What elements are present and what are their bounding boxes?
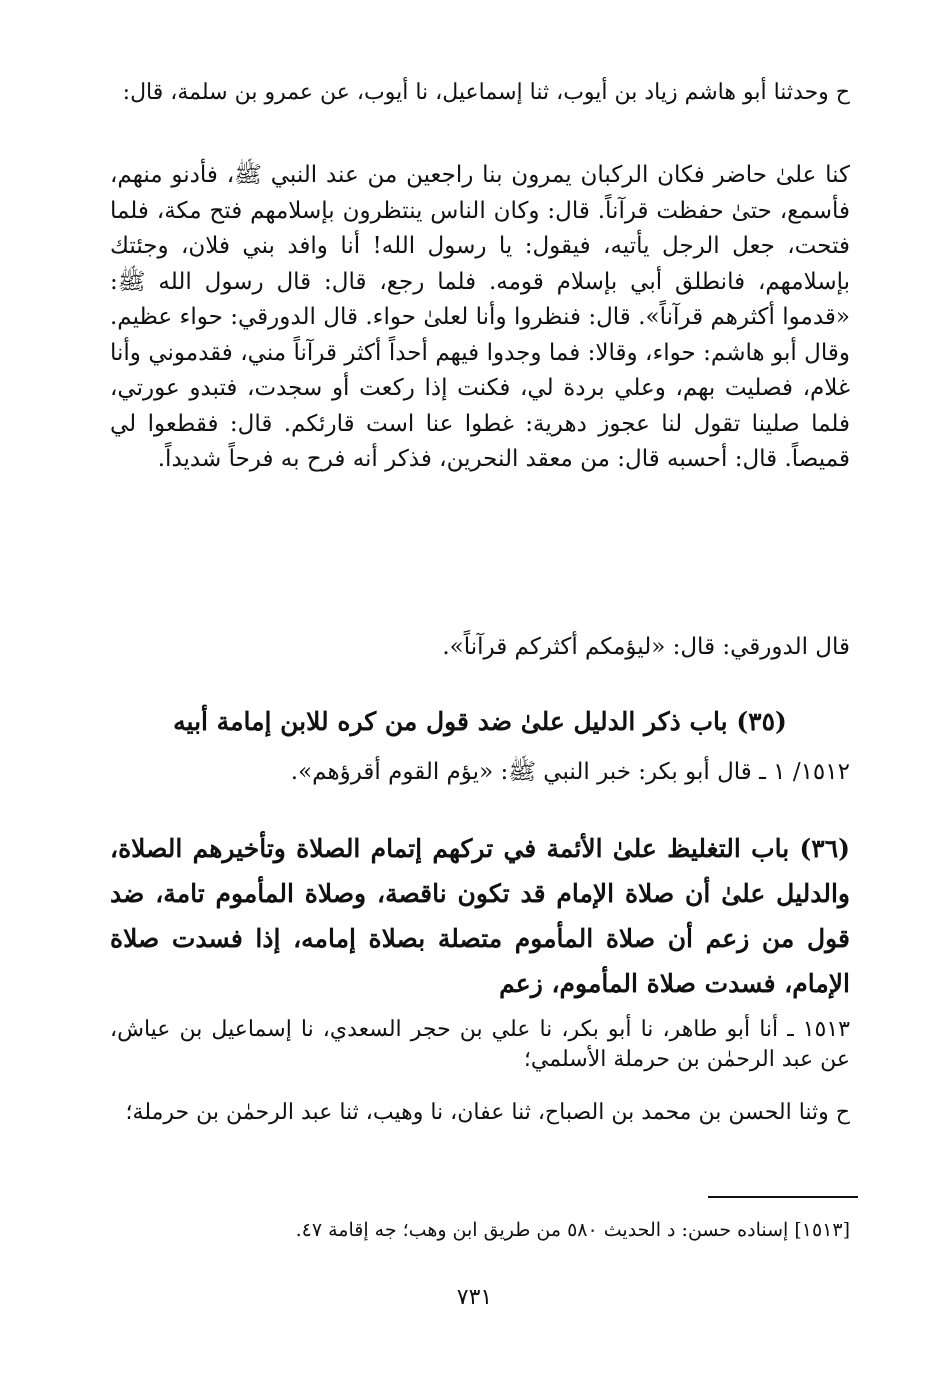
- hadith-text-paragraph: كنا علىٰ حاضر فكان الركبان يمرون بنا راجعين من عند النبي ﷺ، فأدنو منهم، فأسمع، حتىٰ حفظت قرآناً. قال: وكان الناس ينتظرون بإسلامهم فتح مكة، فلما فتحت، جعل الرجل يأتيه، فيقول: يا رسول الله! أنا وافد بني فلان، وجئتك بإسلامهم، فانطلق أبي بإسلام قومه. فلما رجع، قال: قال رسول الله ﷺ: «قدموا أكثرهم قرآناً». قال: فنظروا وأنا لعلىٰ حواء. قال الدورقي: حواء عظيم. وقال أبو هاشم: حواء، وقالا: فما وجدوا فيهم أحداً أكثر قرآناً مني، فقدموني وأنا غلام، فصليت بهم، وعلي بردة لي، فكنت إذا ركعت أو سجدت، فتبدو عورتي، فلما صلينا تقول لنا عجوز دهرية: غطوا عنا است قارئكم. قال: فقطعوا لي قميصاً. قال: أحسبه قال: من معقد النحرين، فذكر أنه فرح به فرحاً شديداً.: [110, 162, 850, 472]
- hadith-1512-paragraph: ١٥١٢/ ١ ـ قال أبو بكر: خبر النبي ﷺ: «يؤم القوم أقرؤهم».: [290, 759, 850, 785]
- isnad-paragraph-2: ح وثنا الحسن بن محمد بن الصباح، ثنا عفان، نا وهيب، ثنا عبد الرحمٰن بن حرملة؛: [125, 1100, 850, 1125]
- chapter-heading-36: (٣٦) باب التغليظ علىٰ الأئمة في تركهم إتمام الصلاة وتأخيرهم الصلاة، والدليل علىٰ أن صلاة الإمام قد تكون ناقصة، وصلاة المأموم تامة، ضد قول من زعم أن صلاة المأموم متصلة بصلاة إمامه، إذا فسدت صلاة الإمام، فسدت صلاة المأموم، زعم: [110, 834, 850, 998]
- chapter-heading-35: (٣٥) باب ذكر الدليل علىٰ ضد قول من كره للابن إمامة أبيه: [173, 707, 787, 736]
- isnad-paragraph-1: ح وحدثنا أبو هاشم زياد بن أيوب، ثنا إسماعيل، نا أيوب، عن عمرو بن سلمة، قال:: [122, 80, 850, 105]
- dawraqi-note-paragraph: قال الدورقي: قال: «ليؤمكم أكثركم قرآناً».: [442, 634, 850, 660]
- hadith-1513-paragraph: ١٥١٣ ـ أنا أبو طاهر، نا أبو بكر، نا علي بن حجر السعدي، نا إسماعيل بن عياش، عن عبد الرحمٰن بن حرملة الأسلمي؛: [110, 1017, 850, 1072]
- footnote: [١٥١٣] إسناده حسن: د الحديث ٥٨٠ من طريق ابن وهب؛ جه إقامة ٤٧.: [295, 1219, 850, 1241]
- footnote-divider: [708, 1196, 858, 1198]
- page-number: ٧٣١: [456, 1285, 493, 1310]
